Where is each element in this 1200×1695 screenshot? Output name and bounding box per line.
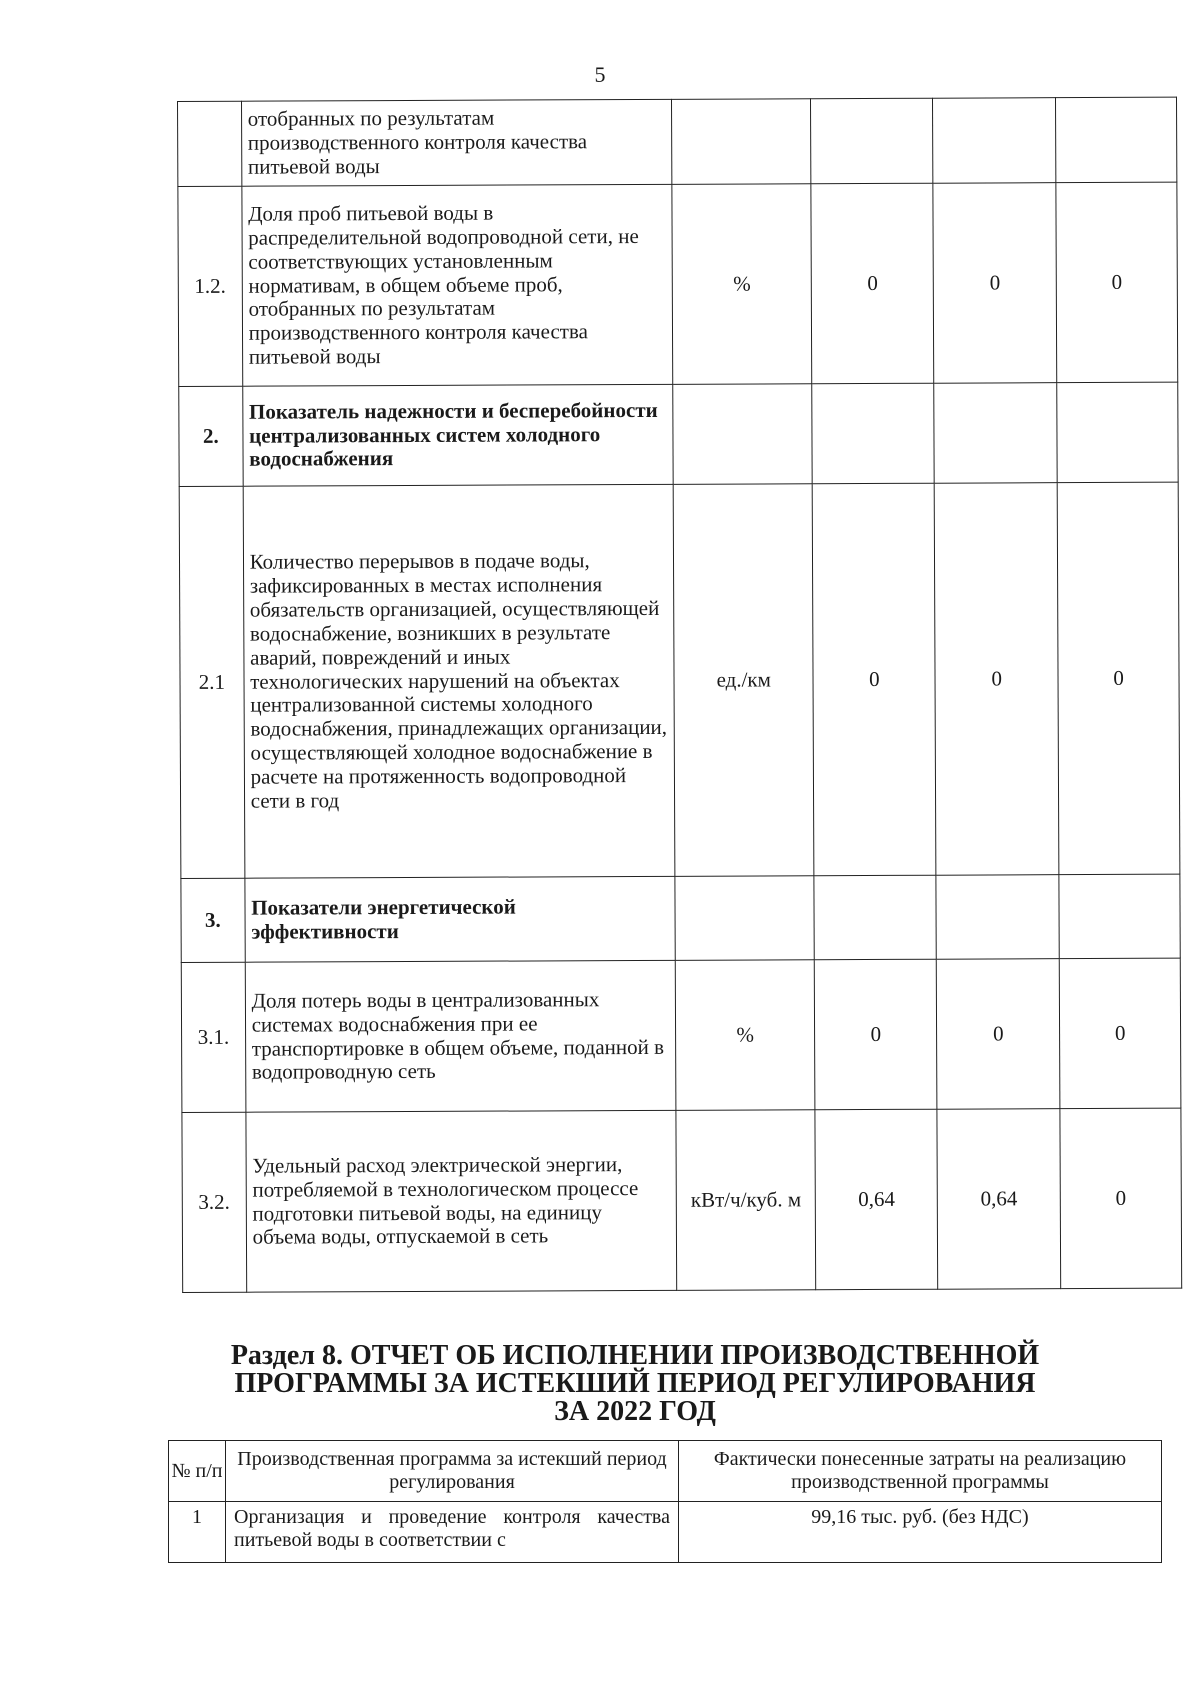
report-table (168, 1440, 1162, 1563)
table-row (179, 382, 1178, 486)
unit-cell: ед./км (673, 484, 814, 877)
value-cell (1057, 382, 1178, 483)
table-header-row (169, 1441, 1162, 1502)
value-cell: 0,64 (815, 1109, 938, 1290)
indicator-name: Доля проб питьевой воды в распределительной водопроводной сети, не соответствующих установленным нормативам, в общем объеме проб, отобранных по результатам производственного контроля качества питьевой воды (242, 184, 673, 386)
row-number: 3.2. (182, 1112, 246, 1292)
value-cell: 0 (933, 183, 1057, 384)
unit-cell (675, 876, 815, 961)
section-title (200, 1342, 1070, 1426)
unit-cell: % (675, 960, 815, 1111)
value-cell (1056, 97, 1177, 183)
value-cell: 0 (811, 183, 934, 384)
value-cell (934, 383, 1057, 484)
value-cell (811, 98, 933, 184)
table-row (169, 1502, 1162, 1563)
table-row (181, 958, 1181, 1112)
column-header-program: Производственная программа за истекший период регулирования (226, 1441, 679, 1502)
table-row (179, 482, 1180, 878)
indicator-name: Количество перерывов в подаче воды, зафиксированных в местах исполнения обязательств организацией, осуществляющей водоснабжение, возникших в результате аварий, повреждений и иных технологических нарушений на объектах централизованной системы холодного водоснабжения, принадлежащих организации, осуществляющей холодное водоснабжение в расчете на протяженность водопроводной сети в год (243, 484, 675, 878)
indicator-name: отобранных по результатам производственного контроля качества питьевой воды (241, 99, 672, 186)
value-cell (814, 875, 936, 960)
page-number: 5 (594, 62, 606, 87)
row-number: 1 (169, 1502, 226, 1563)
value-cell: 0,64 (937, 1109, 1061, 1290)
program-item: Организация и проведение контроля качества питьевой воды в соответствии с (226, 1502, 679, 1563)
section-heading: Показатель надежности и бесперебойности централизованных систем холодного водоснабжения (242, 384, 673, 486)
actual-costs: 99,16 тыс. руб. (без НДС) (679, 1502, 1162, 1563)
section-number: 2. (179, 386, 243, 486)
value-cell: 0 (1056, 182, 1178, 383)
column-header-number: № п/п (169, 1441, 226, 1502)
value-cell (1059, 874, 1180, 959)
unit-cell (673, 384, 813, 485)
value-cell (936, 875, 1059, 960)
value-cell: 0 (813, 483, 937, 876)
table-row (182, 1108, 1182, 1292)
value-cell (812, 383, 934, 484)
row-number: 3.1. (181, 962, 245, 1112)
section-heading: Показатели энергетической эффективности (245, 876, 676, 962)
value-cell: 0 (1060, 1108, 1182, 1289)
section-title-line: ЗА 2022 ГОД (554, 1396, 716, 1427)
unit-cell: кВт/ч/куб. м (676, 1110, 816, 1291)
indicator-name: Удельный расход электрической энергии, потребляемой в технологическом процессе подготовки питьевой воды, на единицу объема воды, отпускаемой в сеть (246, 1110, 677, 1292)
indicators-table (177, 97, 1182, 1293)
column-header-costs: Фактически понесенные затраты на реализацию производственной программы (679, 1441, 1162, 1502)
value-cell: 0 (937, 959, 1061, 1110)
row-number: 1.2. (178, 186, 243, 386)
unit-cell (671, 99, 811, 185)
section-title-line: Раздел 8. ОТЧЕТ ОБ ИСПОЛНЕНИИ ПРОИЗВОДСТВЕННОЙ (230, 1340, 1040, 1371)
value-cell: 0 (934, 483, 1059, 876)
row-number: 2.1 (179, 486, 244, 878)
value-cell: 0 (815, 959, 937, 1110)
table-row (178, 97, 1177, 186)
value-cell: 0 (1059, 958, 1180, 1109)
value-cell (933, 98, 1056, 184)
table-row (181, 874, 1180, 962)
unit-cell: % (672, 184, 812, 385)
value-cell: 0 (1057, 482, 1180, 875)
section-number: 3. (181, 878, 245, 962)
section-title-line: ПРОГРАММЫ ЗА ИСТЕКШИЙ ПЕРИОД РЕГУЛИРОВАНИЯ (234, 1368, 1036, 1399)
row-number (178, 101, 242, 186)
table-row (178, 182, 1178, 386)
indicator-name: Доля потерь воды в централизованных системах водоснабжения при ее транспортировке в общем объеме, поданной в водопроводную сеть (245, 960, 676, 1112)
